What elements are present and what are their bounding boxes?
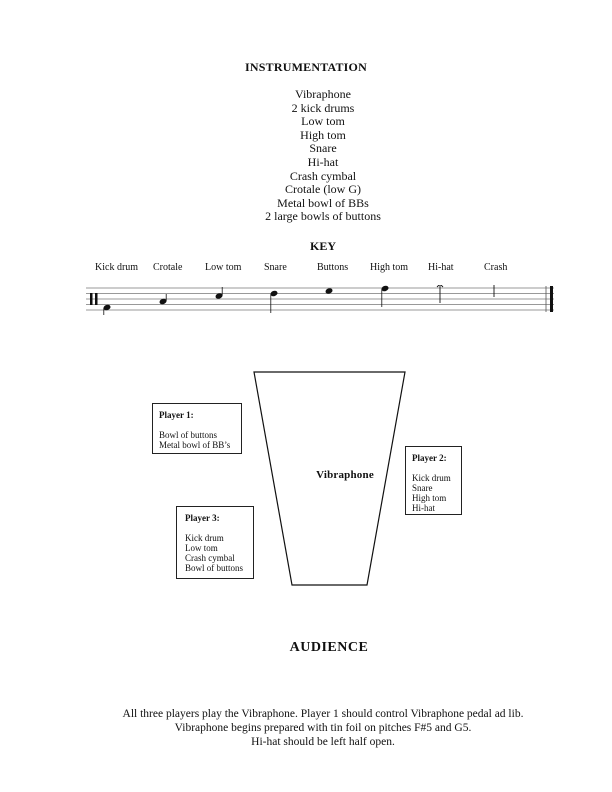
inst-item: Crash cymbal — [289, 168, 357, 183]
key-label-snare: Snare — [264, 262, 287, 273]
vibraphone-label: Vibraphone — [316, 469, 374, 481]
player-3-box — [176, 506, 254, 579]
player-1-title: Player 1: — [159, 410, 194, 420]
player-2-item: Snare — [412, 483, 433, 493]
player-2-item: Hi-hat — [412, 503, 435, 513]
inst-item: Crotale (low G) — [285, 182, 361, 197]
inst-item: Hi-hat — [307, 154, 339, 169]
key-label-kick-drum: Kick drum — [95, 262, 139, 273]
key-labels — [0, 262, 612, 276]
instrumentation-title: INSTRUMENTATION — [245, 60, 367, 74]
inst-item: Low tom — [301, 114, 345, 129]
key-label-low-tom: Low tom — [205, 262, 242, 273]
key-title: KEY — [309, 239, 336, 253]
inst-item: 2 large bowls of buttons — [265, 209, 381, 224]
note-line: All three players play the Vibraphone. Player 1 should control Vibraphone pedal ad lib. — [122, 708, 524, 720]
inst-item: Metal bowl of BBs — [277, 195, 369, 210]
audience-label: AUDIENCE — [289, 640, 369, 655]
key-label-crash: Crash — [484, 262, 508, 273]
percussion-key-staff — [86, 285, 556, 315]
player-2-item: Kick drum — [412, 473, 451, 483]
player-2-title: Player 2: — [412, 453, 447, 463]
inst-item: Snare — [309, 141, 337, 156]
key-label-buttons: Buttons — [317, 262, 349, 273]
key-label-high-tom: High tom — [370, 262, 409, 273]
player-1-box — [152, 403, 242, 454]
player-3-title: Player 3: — [185, 513, 220, 523]
note-snare — [270, 290, 279, 313]
note-line: Hi-hat should be left half open. — [251, 736, 395, 748]
instrumentation-list — [0, 88, 612, 224]
key-label-hi-hat: Hi-hat — [428, 262, 454, 273]
player-2-item: High tom — [412, 493, 447, 503]
staff-lines — [86, 288, 554, 310]
player-1-item: Bowl of buttons — [159, 430, 218, 440]
inst-item: Vibraphone — [295, 87, 351, 101]
performance-notes — [0, 707, 612, 749]
note-crash-x-icon — [491, 285, 497, 297]
player-2-box — [405, 446, 462, 515]
note-high-tom — [381, 285, 390, 307]
inst-item: 2 kick drums — [291, 100, 355, 115]
player-3-item: Low tom — [185, 543, 218, 553]
player-3-item: Bowl of buttons — [185, 563, 244, 573]
player-3-item: Crash cymbal — [185, 553, 235, 563]
player-1-item: Metal bowl of BB’s — [159, 440, 231, 450]
note-kick-drum — [103, 304, 112, 315]
key-label-crotale: Crotale — [153, 262, 183, 273]
note-line: Vibraphone begins prepared with tin foil on pitches F#5 and G5. — [174, 722, 472, 734]
note-crotale — [159, 294, 168, 305]
inst-item: High tom — [300, 127, 346, 142]
player-3-item: Kick drum — [185, 533, 224, 543]
